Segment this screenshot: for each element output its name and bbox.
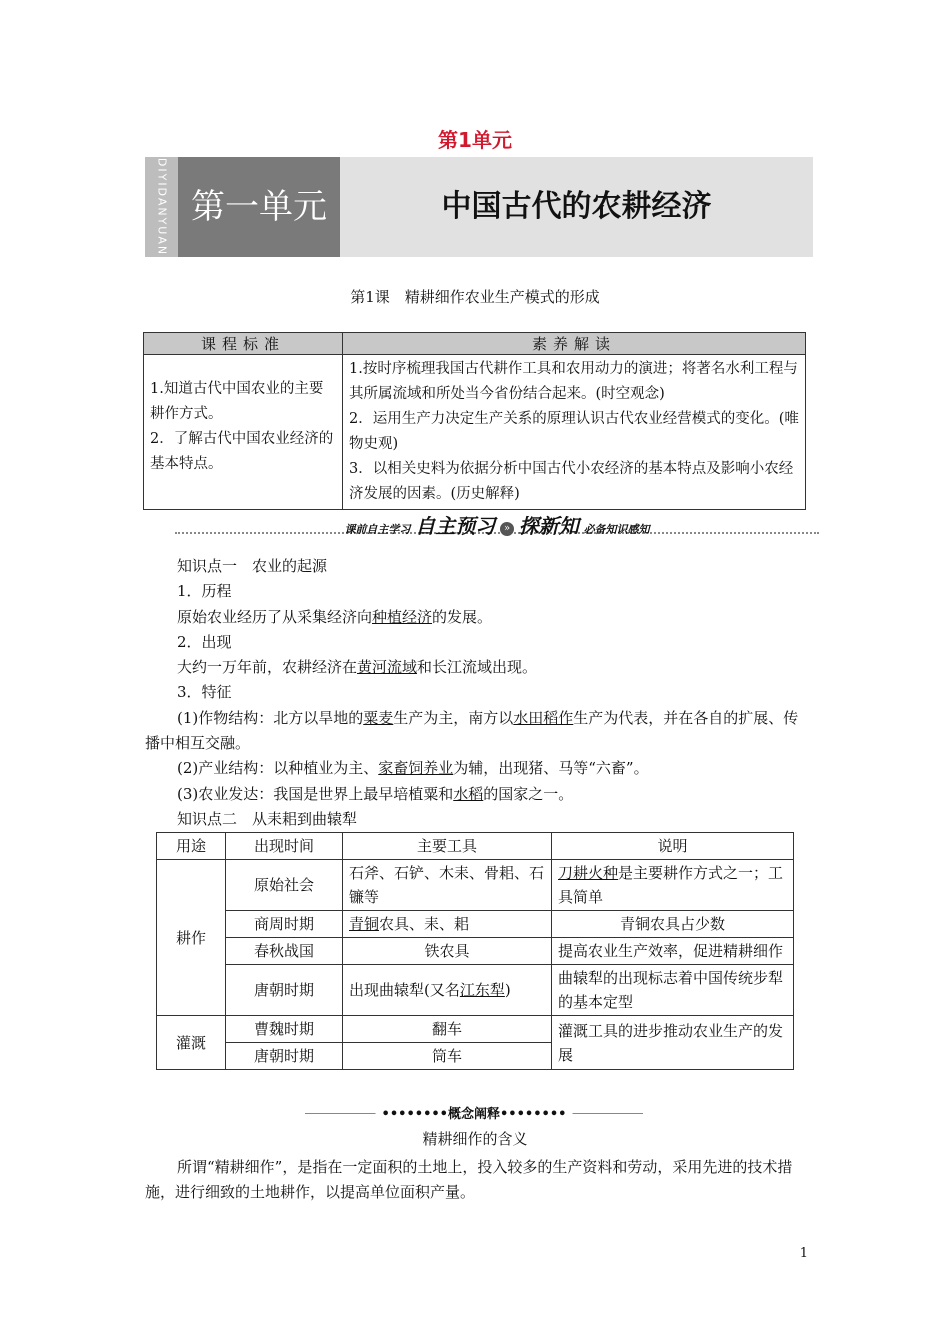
tools-tools: 筒车 bbox=[343, 1043, 552, 1070]
tools-note: 提高农业生产效率，促进精耕细作 bbox=[552, 938, 794, 965]
blank-answer: 种植经济 bbox=[372, 607, 433, 626]
chevron-right-icon: » bbox=[500, 522, 514, 536]
kp1-heading: 3．特征 bbox=[177, 683, 232, 702]
standards-right-cell bbox=[343, 355, 806, 510]
unit-title: 第1单元 bbox=[438, 128, 512, 152]
banner-unit-label: 第一单元 bbox=[178, 157, 340, 257]
tools-tools: 青铜农具、耒、耜 bbox=[343, 911, 552, 938]
blank-answer: 刀耕火种 bbox=[558, 864, 619, 882]
literacy-item: 3．以相关史料为依据分析中国古代小农经济的基本特点及影响小农经济发展的因素。(历史解释) bbox=[349, 461, 794, 502]
blank-answer: 江东犁 bbox=[459, 981, 505, 999]
table-row bbox=[157, 860, 794, 911]
tools-header: 说明 bbox=[552, 833, 794, 860]
blank-answer: 水田稻作 bbox=[513, 708, 574, 727]
section-small-right: 必备知识感知 bbox=[583, 523, 650, 536]
concept-text: 所谓“精耕细作”，是指在一定面积的土地上，投入较多的生产资料和劳动，采用先进的技术措施，进行细致的土地耕作，以提高单位面积产量。 bbox=[145, 1158, 793, 1202]
tools-group-label: 灌溉 bbox=[157, 1016, 226, 1070]
kp1-paragraph: 原始农业经历了从采集经济向种植经济的发展。 bbox=[177, 607, 493, 626]
table-row bbox=[157, 1016, 794, 1043]
concept-label: ••••••••概念阐释•••••••• bbox=[376, 1103, 573, 1122]
blank-answer: 青铜 bbox=[349, 915, 380, 933]
tools-group-label: 耕作 bbox=[157, 860, 226, 1016]
kp1-title: 知识点一 农业的起源 bbox=[177, 557, 328, 575]
tools-table bbox=[156, 832, 794, 1070]
kp1-heading: 2．出现 bbox=[177, 632, 232, 651]
section-big-1: 自主预习 bbox=[415, 514, 496, 538]
tools-note: 曲辕犁的出现标志着中国传统步犁的基本定型 bbox=[552, 965, 794, 1016]
literacy-item: 1.按时序梳理我国古代耕作工具和农用动力的演进；将著名水利工程与其所属流域和所处当今省份结合起来。(时空观念) bbox=[349, 361, 798, 402]
banner-side-text: DIYIDANYUAN bbox=[155, 157, 168, 257]
concept-bar bbox=[305, 1103, 643, 1125]
kp2-title: 知识点二 从耒耜到曲辕犁 bbox=[177, 809, 358, 828]
table-row bbox=[157, 965, 794, 1016]
banner-unit-name: 中国古代的农耕经济 bbox=[441, 189, 712, 224]
tools-header: 用途 bbox=[157, 833, 226, 860]
tools-tools: 铁农具 bbox=[343, 938, 552, 965]
blank-answer: 黄河流域 bbox=[357, 658, 418, 677]
page-number: 1 bbox=[799, 1246, 808, 1261]
literacy-item: 2．运用生产力决定生产关系的原理认识古代农业经营模式的变化。(唯物史观) bbox=[349, 411, 799, 452]
tools-time: 唐朝时期 bbox=[226, 965, 343, 1016]
blank-answer: 粟麦 bbox=[363, 708, 394, 727]
tools-header: 出现时间 bbox=[226, 833, 343, 860]
tools-note: 灌溉工具的进步推动农业生产的发展 bbox=[552, 1016, 794, 1070]
banner-side-strip bbox=[145, 157, 178, 257]
tools-note: 青铜农具占少数 bbox=[552, 911, 794, 938]
blank-answer: 家畜饲养业 bbox=[378, 759, 454, 778]
kp1-paragraph: 大约一万年前，农耕经济在黄河流域和长江流域出现。 bbox=[177, 658, 538, 677]
section-bar bbox=[175, 510, 819, 538]
tools-header: 主要工具 bbox=[343, 833, 552, 860]
tools-time: 商周时期 bbox=[226, 911, 343, 938]
standards-header-left: 课程标准 bbox=[144, 333, 343, 355]
section-big-2: 探新知 bbox=[518, 514, 579, 538]
kp1-paragraph: (2)产业结构：以种植业为主、家畜饲养业为辅，出现猪、马等“六畜”。 bbox=[177, 759, 649, 778]
standard-item: 2．了解古代中国农业经济的基本特点。 bbox=[150, 431, 334, 472]
standards-left-cell bbox=[144, 355, 343, 510]
concept-title: 精耕细作的含义 bbox=[422, 1130, 528, 1148]
unit-banner bbox=[145, 157, 813, 257]
kp1-heading: 1．历程 bbox=[177, 582, 232, 601]
tools-tools: 出现曲辕犁(又名江东犁) bbox=[343, 965, 552, 1016]
tools-tools: 翻车 bbox=[343, 1016, 552, 1043]
standards-header-right: 素养解读 bbox=[343, 333, 806, 355]
kp1-paragraph: (3)农业发达：我国是世界上最早培植粟和水稻的国家之一。 bbox=[177, 784, 574, 803]
section-small-left: 课前自主学习 bbox=[344, 523, 411, 536]
tools-note: 刀耕火种是主要耕作方式之一；工具简单 bbox=[552, 860, 794, 911]
tools-time: 唐朝时期 bbox=[226, 1043, 343, 1070]
tools-time: 原始社会 bbox=[226, 860, 343, 911]
standards-table bbox=[143, 332, 806, 510]
tools-tools: 石斧、石铲、木耒、骨耜、石镰等 bbox=[343, 860, 552, 911]
blank-answer: 水稻 bbox=[453, 784, 484, 803]
lesson-title: 第1课 精耕细作农业生产模式的形成 bbox=[350, 288, 600, 306]
table-row bbox=[157, 911, 794, 938]
knowledge-point-1 bbox=[145, 554, 807, 832]
standard-item: 1.知道古代中国农业的主要耕作方式。 bbox=[150, 381, 324, 422]
tools-time: 曹魏时期 bbox=[226, 1016, 343, 1043]
tools-time: 春秋战国 bbox=[226, 938, 343, 965]
table-row bbox=[157, 938, 794, 965]
kp1-paragraph: (1)作物结构：北方以旱地的粟麦生产为主，南方以水田稻作生产为代表，并在各自的扩展、传播中相互交融。 bbox=[145, 708, 799, 753]
